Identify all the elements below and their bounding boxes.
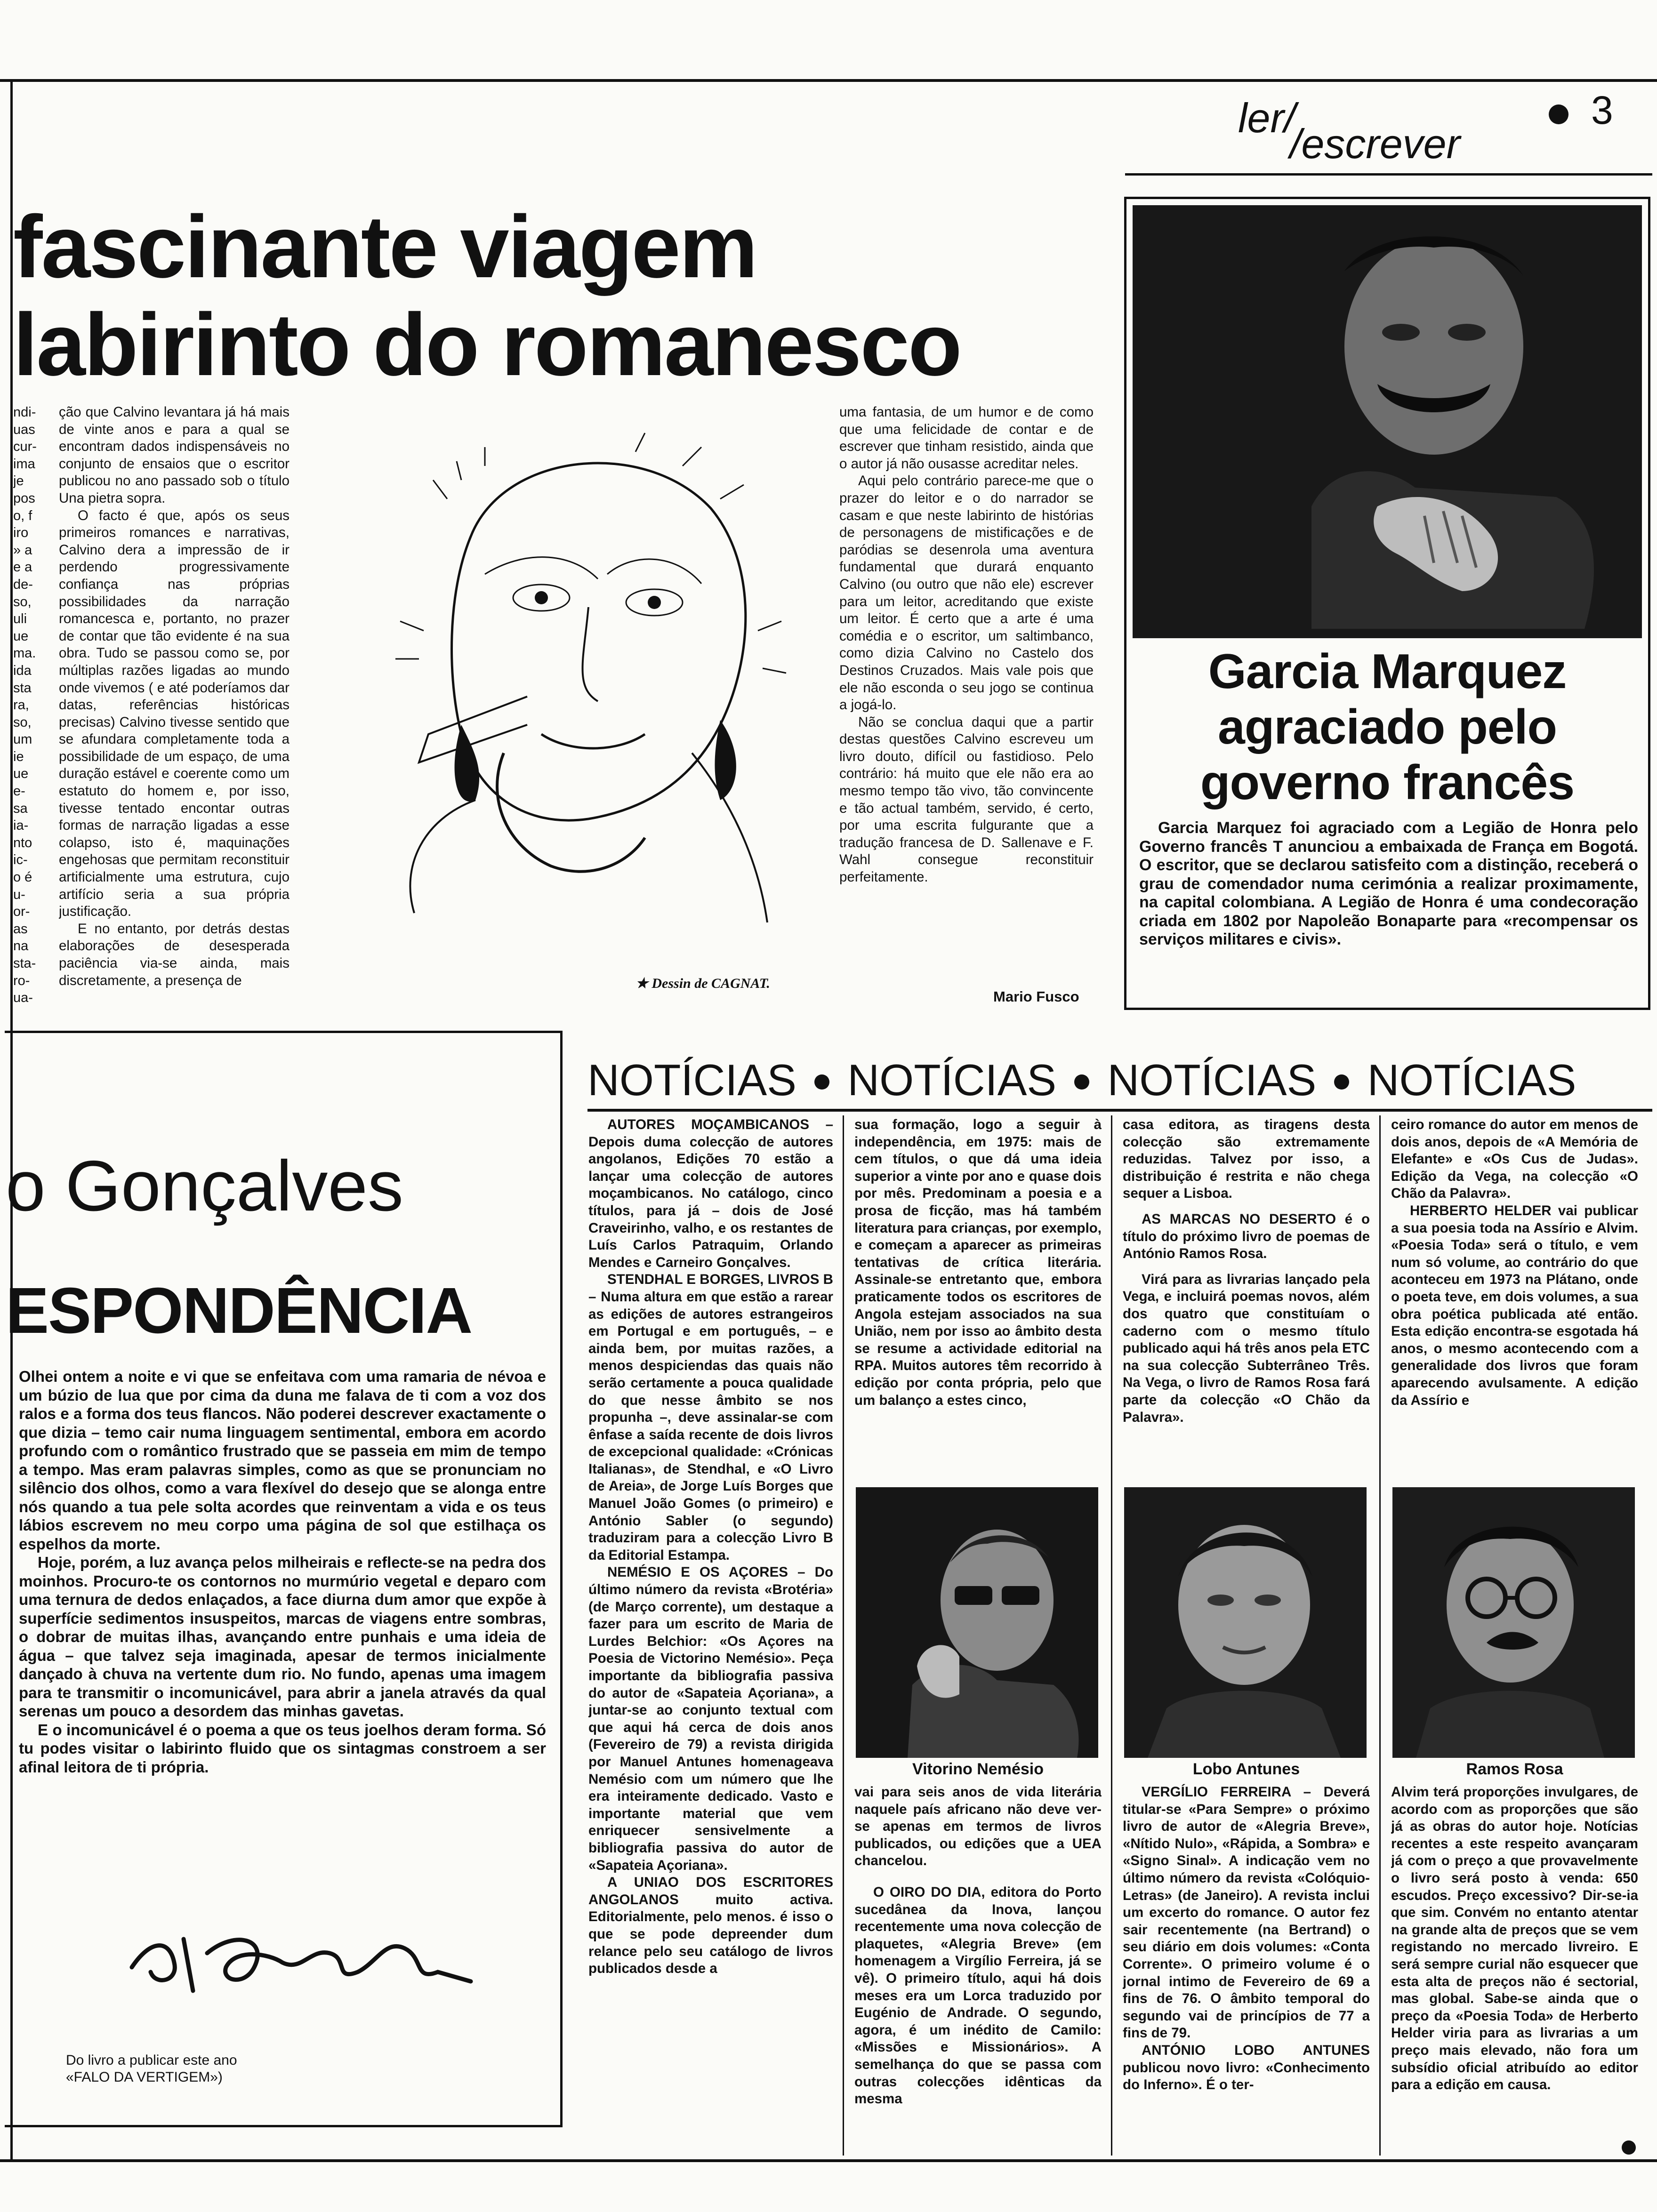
goncalves-signature — [113, 1911, 490, 2010]
section-header — [1238, 94, 1558, 169]
calvino-c1-p1: ção que Calvino levantara já há mais de vinte anos e para a qual se encontram dados indispensáveis no conjunto de ensaios que o escritor publicou no ano passado sob o título Una pietra sopra. — [59, 404, 290, 506]
edge-fragment: ro- — [13, 973, 30, 988]
edge-fragment: uli — [13, 611, 27, 627]
calvino-column-2 — [839, 404, 1094, 973]
bullet-icon — [1549, 104, 1569, 124]
calvino-c2-p2: Aqui pelo contrário parece-me que o prazer do leitor e o do narrador se casam e que neste labirinto de histórias de personagens de mistificações e de paródias se desenrola uma aventura fundamental que durará enquanto Calvino (ou outro que não ele) escrever para um leitor, acreditando que existe um leitor. É certo que a arte é uma comédia e o escritor, um saltimbanco, como dizia Calvino no Castelo dos Destinos Cruzados. Mais vale pois que ele não esconda o seu jogo se continua a jogá-lo. — [839, 473, 1094, 713]
edge-fragment: ua- — [13, 990, 33, 1006]
calvino-author: Mario Fusco — [993, 988, 1079, 1005]
calvino-c1-p3: E no entanto, por detrás destas elaborações de desesperada paciência via-se ainda, mais discretamente, a presença de — [59, 921, 290, 988]
end-bullet-icon — [1622, 2140, 1636, 2155]
edge-fragment: ima — [13, 456, 35, 472]
goncalves-name: o Gonçalves — [6, 1146, 403, 1226]
noticias-c4-b1: Alvim terá proporções invulgares, de acordo com as proporções que são já as obras do autor hoje. Notícias recentes a este respeito avançaram já com o preço a que provavelmente o livro será posto à venda: 650 escudos. Preço excessivo? Dir-se-ia que sim. Convém no entanto atentar na grande alta de preços que se vem registando no mercado livreiro. E será sempre curial não esquecer que esta alta de preços não é sectorial, mas global. Sabe-se ainda que o preço da «Poesia Toda» de Herberto Helder viria para as livrarias a um preço mais elevado, não fora um subsídio oficial atribuído ao editor para a edição em causa. — [1391, 1784, 1638, 2093]
goncalves-p3: E o incomunicável é o poema a que os teus joelhos deram forma. Só tu podes visitar o labirinto fluido que os sintagmas constroem a ser afinal leitora de ti própria. — [19, 1721, 546, 1776]
noticias-col-rule-2 — [1111, 1115, 1112, 2156]
noticias-column-4-top — [1391, 1116, 1638, 1483]
noticias-column-1 — [588, 1116, 833, 2156]
section-right-label: /escrever — [1290, 120, 1460, 167]
edge-fragment: iro — [13, 525, 29, 541]
calvino-headline — [13, 198, 1119, 393]
garcia-headline-line3: governo francês — [1200, 755, 1575, 810]
goncalves-p2: Hoje, porém, a luz avança pelos milheirais e reflecte-se na pedra dos moinhos. Procuro-te os contornos no murmúrio vegetal e deparo com uma ternura de dedos enlaçados, a face diurna dum amor que expõe à superfície sedimentos insuspeitos, marcas de viagens entre sombras, o dobrar de muitas ilhas, avançando entre punhais e uma ideia de água – que talvez seja imaginada, apesar de termos inicialmente dançado à chuva na vertente dum rio. No fundo, apenas uma imagem para te transmitir o incomunicável, para abrir a janela através da qual serenas um pouco a desordem das minhas gavetas. — [19, 1554, 546, 1720]
noticias-c3-b2: ANTÓNIO LOBO ANTUNES publicou novo livro: «Conhecimento do Inferno». É o ter- — [1123, 2042, 1370, 2093]
edge-fragment: ida — [13, 663, 32, 678]
calvino-column-1 — [59, 404, 290, 1011]
goncalves-title: ESPONDÊNCIA — [6, 1274, 472, 1347]
garcia-headline-line2: agraciado pelo — [1218, 700, 1557, 754]
noticias-c1-p1: AUTORES MOÇAMBICANOS – Depois duma colecção de autores angolanos, Edições 70 estão a lançar uma colecção de autores moçambicanos. No catálogo, cinco títulos, para já – dois de José Craveirinho, valho, e os restantes de Luís Carlos Patraquim, Orlando Mendes e Carneiro Gonçalves. — [588, 1117, 833, 1270]
banner-bullet-icon — [1074, 1074, 1089, 1090]
calvino-headline-line1: fascinante viagem — [13, 197, 757, 296]
edge-fragment: sta — [13, 680, 32, 696]
caption-vitorino-nemesio: Vitorino Nemésio — [912, 1760, 1044, 1778]
footnote-line1: Do livro a publicar este ano — [66, 2052, 237, 2068]
footnote-line2: «FALO DA VERTIGEM») — [66, 2069, 223, 2085]
edge-fragment: ndi- — [13, 405, 36, 420]
edge-fragment: o, f — [13, 508, 32, 523]
section-left-label: ler/ — [1238, 95, 1296, 141]
edge-fragment: ma. — [13, 646, 36, 661]
edge-fragment: ie — [13, 749, 24, 764]
noticias-col-rule-1 — [843, 1115, 844, 2156]
edge-fragment: sa — [13, 801, 28, 816]
top-rule — [0, 79, 1657, 82]
banner-item-1: NOTÍCIAS — [587, 1055, 796, 1105]
banner-item-2: NOTÍCIAS — [847, 1055, 1057, 1105]
banner-item-3: NOTÍCIAS — [1107, 1055, 1317, 1105]
noticias-c3-p2: AS MARCAS NO DESERTO é o título do próximo livro de poemas de António Ramos Rosa. — [1123, 1211, 1370, 1262]
garcia-headline — [1130, 644, 1645, 810]
edge-fragment: ue — [13, 628, 29, 644]
edge-fragment: o é — [13, 870, 32, 885]
noticias-c2-top: sua formação, logo a seguir à independência, em 1975: mais de cem títulos, o que dá uma ideia superior a vinte por ano e quase dois por mês. Predominam a poesia e a prosa de ficção, mas há também literatura para crianças, por exemplo, e começam a aparecer as primeiras tentativas de crítica literária. Assinale-se entretanto que, embora praticamente todos os escritores de Angola estejam associados na sua União, nem por isso ao âmbito desta se resume a actividade editorial na RPA. Muitos autores têm recorrido à edição por conta própria, pelo que um balanço a estes cinco, — [854, 1117, 1102, 1408]
bottom-rule — [0, 2159, 1657, 2162]
noticias-c3-b1: VERGÍLIO FERREIRA – Deverá titular-se «Para Sempre» o próximo livro de autor de «Alegria Breve», «Nítido Nulo», «Rápida, a Sombra» e «Signo Sinal». A indicação vem no último número da revista «Colóquio-Letras» (de Janeiro). A revista inclui um excerto do romance. O autor fez sair recentemente (na Bertrand) o seu diário em dois volumes: «Conta Corrente». O primeiro volume é o jornal intimo de Fevereiro de 69 a fins de 76. O âmbito temporal do segundo vai de princípios de 77 a fins de 79. — [1123, 1784, 1370, 2041]
noticias-c2-b2: O OIRO DO DIA, editora do Porto sucedânea da Inova, lançou recentemente uma nova colecção de plaquetes, «Alegria Breve» (em homenagem a Virgílio Ferreira, já se vê). O primeiro título, aqui há dois meses era um Lorca traduzido por Eugénio de Andrade. O segundo, agora, é um inédito de Camilo: «Missões e Missionários». A semelhança do que se passa com outras colecções idênticas da mesma — [854, 1884, 1102, 2107]
calvino-c2-p1: uma fantasia, de um humor e de como que uma felicidade de contar e de escrever que tinham resistido, ainda que o autor já não ousasse acreditar neles. — [839, 404, 1094, 472]
edge-fragment: e- — [13, 784, 25, 799]
header-rule — [1125, 173, 1652, 176]
noticias-c1-p4: A UNIAO DOS ESCRITORES ANGOLANOS muito activa. Editorialmente, pelo menos. é isso o que se pode depreender dum relance pelo seu catálogo de livros publicados desde a — [588, 1875, 833, 1977]
edge-fragment: ic- — [13, 852, 28, 868]
noticias-column-3-bottom — [1123, 1784, 1370, 2156]
edge-fragment: nto — [13, 835, 32, 850]
photo-lobo-antunes — [1124, 1487, 1367, 1758]
edge-fragment: sta- — [13, 956, 36, 971]
garcia-body-text: Garcia Marquez foi agraciado com a Legião de Honra pelo Governo francês T anunciou a embaixada de França em Bogotá. O escritor, que se declarou satisfeito com a distinção, receberá o grau de comendador numa cerimónia a realizar proximamente, na capital colombiana. A Legião de Honra é uma condecoração criada em 1802 por Napoleão Bonaparte para «recompensar os serviços militares e civis». — [1139, 819, 1638, 948]
noticias-column-4-bottom — [1391, 1784, 1638, 2141]
edge-fragment: as — [13, 921, 28, 937]
goncalves-footnote — [66, 2052, 237, 2086]
edge-fragment: ia- — [13, 818, 29, 834]
banner-bullet-icon — [1334, 1074, 1349, 1090]
calvino-headline-line2: labirinto do romanesco — [13, 295, 961, 394]
noticias-column-2-bottom — [854, 1784, 1102, 2156]
edge-fragment: » a — [13, 542, 32, 558]
edge-fragment: u- — [13, 887, 25, 902]
goncalves-p1: Olhei ontem a noite e vi que se enfeitava com uma ramaria de névoa e um búzio de lua que por cima da duna me falava de ti com a voz dos ralos e a forma dos teus flancos. Não poderei descrever exactamente o que dizia – temo cair numa linguagem sentimental, embora em acordo profundo com o romântico frustrado que se passeia em mim de tempo a tempo. Mas eram palavras simples, como as que se pronunciam no silêncio dos olhos, como a vara flexível do desejo que se alonga entre nós quando a tua pele solta acordes que reinventam a vida e os teus lábios escrevem no meu corpo uma página de sol que estilhaça os espelhos da morte. — [19, 1368, 546, 1553]
noticias-column-2-top — [854, 1116, 1102, 1483]
edge-fragment: so, — [13, 714, 32, 730]
noticias-c1-p2: STENDHAL E BORGES, LIVROS B – Numa altura em que estão a rarear as edições de autores estrangeiros em Portugal e em português, – e ainda bem, por muitas razões, a menos despiciendas das quais não serão certamente a pouca qualidade do que nesse âmbito se nos propunha –, deve assinalar-se com ênfase a saída recente de dois livros de excepcional qualidade: «Crónicas Italianas», de Stendhal, e «O Livro de Areia», de Jorge Luís Borges que Manuel João Gomes (o primeiro) e António Sabler (o segundo) traduziram para a colecção Livro B da Editorial Estampa. — [588, 1272, 833, 1563]
edge-fragment: ue — [13, 766, 29, 782]
garcia-body — [1139, 819, 1638, 1005]
calvino-drawing — [306, 395, 824, 984]
edge-fragment: pos — [13, 490, 35, 506]
noticias-c3-p1: casa editora, as tiragens desta colecção são extremamente reduzidas. Talvez por isso, a distribuição é restrita e não chega sequer a Lisboa. — [1123, 1117, 1370, 1202]
photo-ramos-rosa — [1392, 1487, 1635, 1758]
calvino-c1-p2: O facto é que, após os seus primeiros romances e narrativas, Calvino dera a impressão de ir perdendo progressivamente confiança nas próprias possibilidades da narração romancesca e, portanto, no prazer de contar que tão evidente é na sua obra. Tudo se passou como se, por múltiplas razões ligadas ao mundo onde vivemos ( e até poderíamos dar datas, referências históricas precisas) Calvino tivesse sentido que se afundara completamente toda a possibilidade de um espaço, de uma duração estável e coerente como um estatuto do homem e, por isso, tivesse tentado encontar outras formas de narração ligadas a esse colapso, isto é, maquinações engehosas que permitam reconstituir artificialmente uma estrutura, cujo artifício seria a sua própria justificação. — [59, 507, 290, 920]
caption-ramos-rosa: Ramos Rosa — [1466, 1760, 1563, 1778]
noticias-column-3-top — [1123, 1116, 1370, 1483]
goncalves-body — [19, 1367, 546, 1885]
edge-fragment: de- — [13, 577, 33, 592]
garcia-headline-line1: Garcia Marquez — [1208, 644, 1567, 699]
banner-item-4: NOTÍCIAS — [1367, 1055, 1577, 1105]
noticias-c3-p3: Virá para as livrarias lançado pela Vega, e incluirá poemas novos, além dos quatro que constituíam o caderno com o mesmo título publicado aqui há três anos pela ETC na sua colecção Subterrâneo Três. Na Vega, o livro de Ramos Rosa fará parte da colecção «O Chão da Palavra». — [1123, 1271, 1370, 1425]
noticias-c1-p3: NEMÉSIO E OS AÇORES – Do último número da revista «Brotéria» (de Março corrente), um destaque a fazer para um escrito de Maria de Lurdes Belchior: «Os Açores na Poesia de Victorino Nemésio». Peça importante da bibliografia passiva do autor de «Sapateia Açoriana», a juntar-se ao conjunto textual com que aqui há cerca de dois anos (Fevereiro de 79) a revista dirigida por Manuel Antunes homenageava Nemésio com um número que lhe era inteiramente dedicado. Vasto e importante material que vem enriquecer sensivelmente a bibliografia passiva do autor de «Sapateia Açoriana». — [588, 1564, 833, 1873]
noticias-c4-p2: HERBERTO HELDER vai publicar a sua poesia toda na Assírio e Alvim. «Poesia Toda» será o título, e vem num só volume, ao contrário do que aconteceu em 1973 na Plátano, onde o poeta teve, em dois volumes, a sua obra poética publicada até então. Esta edição encontra-se esgotada há anos, o mesmo acontecendo com a generalidade dos livros que foram aparecendo avulsamente. A edição da Assírio e — [1391, 1202, 1638, 1408]
noticias-c4-p1: ceiro romance do autor em menos de dois anos, depois de «A Memória de Elefante» e «Os Cus de Judas». Edição da Vega, na colecção «O Chão da Palavra». — [1391, 1117, 1638, 1202]
noticias-c2-b1: vai para seis anos de vida literária naquele país africano não deve ver-se apenas em termos de livros publicados, ou edições que a UEA chancelou. — [854, 1784, 1102, 1869]
noticias-col-rule-3 — [1379, 1115, 1381, 2156]
edge-fragment: na — [13, 938, 29, 954]
edge-fragment: uas — [13, 422, 35, 437]
edge-fragment: je — [13, 473, 24, 489]
edge-fragment: um — [13, 732, 32, 747]
calvino-edge-fragments — [13, 404, 52, 1006]
edge-fragment: cur- — [13, 439, 37, 455]
banner-bullet-icon — [814, 1074, 829, 1090]
page-number: 3 — [1591, 88, 1613, 132]
edge-fragment: so, — [13, 594, 32, 609]
photo-vitorino-nemesio — [856, 1487, 1098, 1758]
edge-fragment: e a — [13, 560, 32, 575]
calvino-c2-p3: Não se conclua daqui que a partir destas questões Calvino escreveu um livro douto, difícil ou fastidioso. Pelo contrário: há muito que ele não era ao mesmo tempo tão vivo, tão convincente e tão actual também, servido, é certo, por uma escrita fulgurante que a tradução francesa de D. Sallenave e F. Wahl consegue reconstituir perfeitamente. — [839, 714, 1094, 885]
noticias-banner — [587, 1054, 1651, 1106]
banner-rule — [587, 1109, 1652, 1112]
edge-fragment: or- — [13, 904, 30, 920]
edge-fragment: ra, — [13, 697, 29, 713]
caption-lobo-antunes: Lobo Antunes — [1192, 1760, 1300, 1778]
drawing-credit: ★ Dessin de CAGNAT. — [635, 976, 770, 991]
garcia-photo — [1133, 205, 1642, 638]
